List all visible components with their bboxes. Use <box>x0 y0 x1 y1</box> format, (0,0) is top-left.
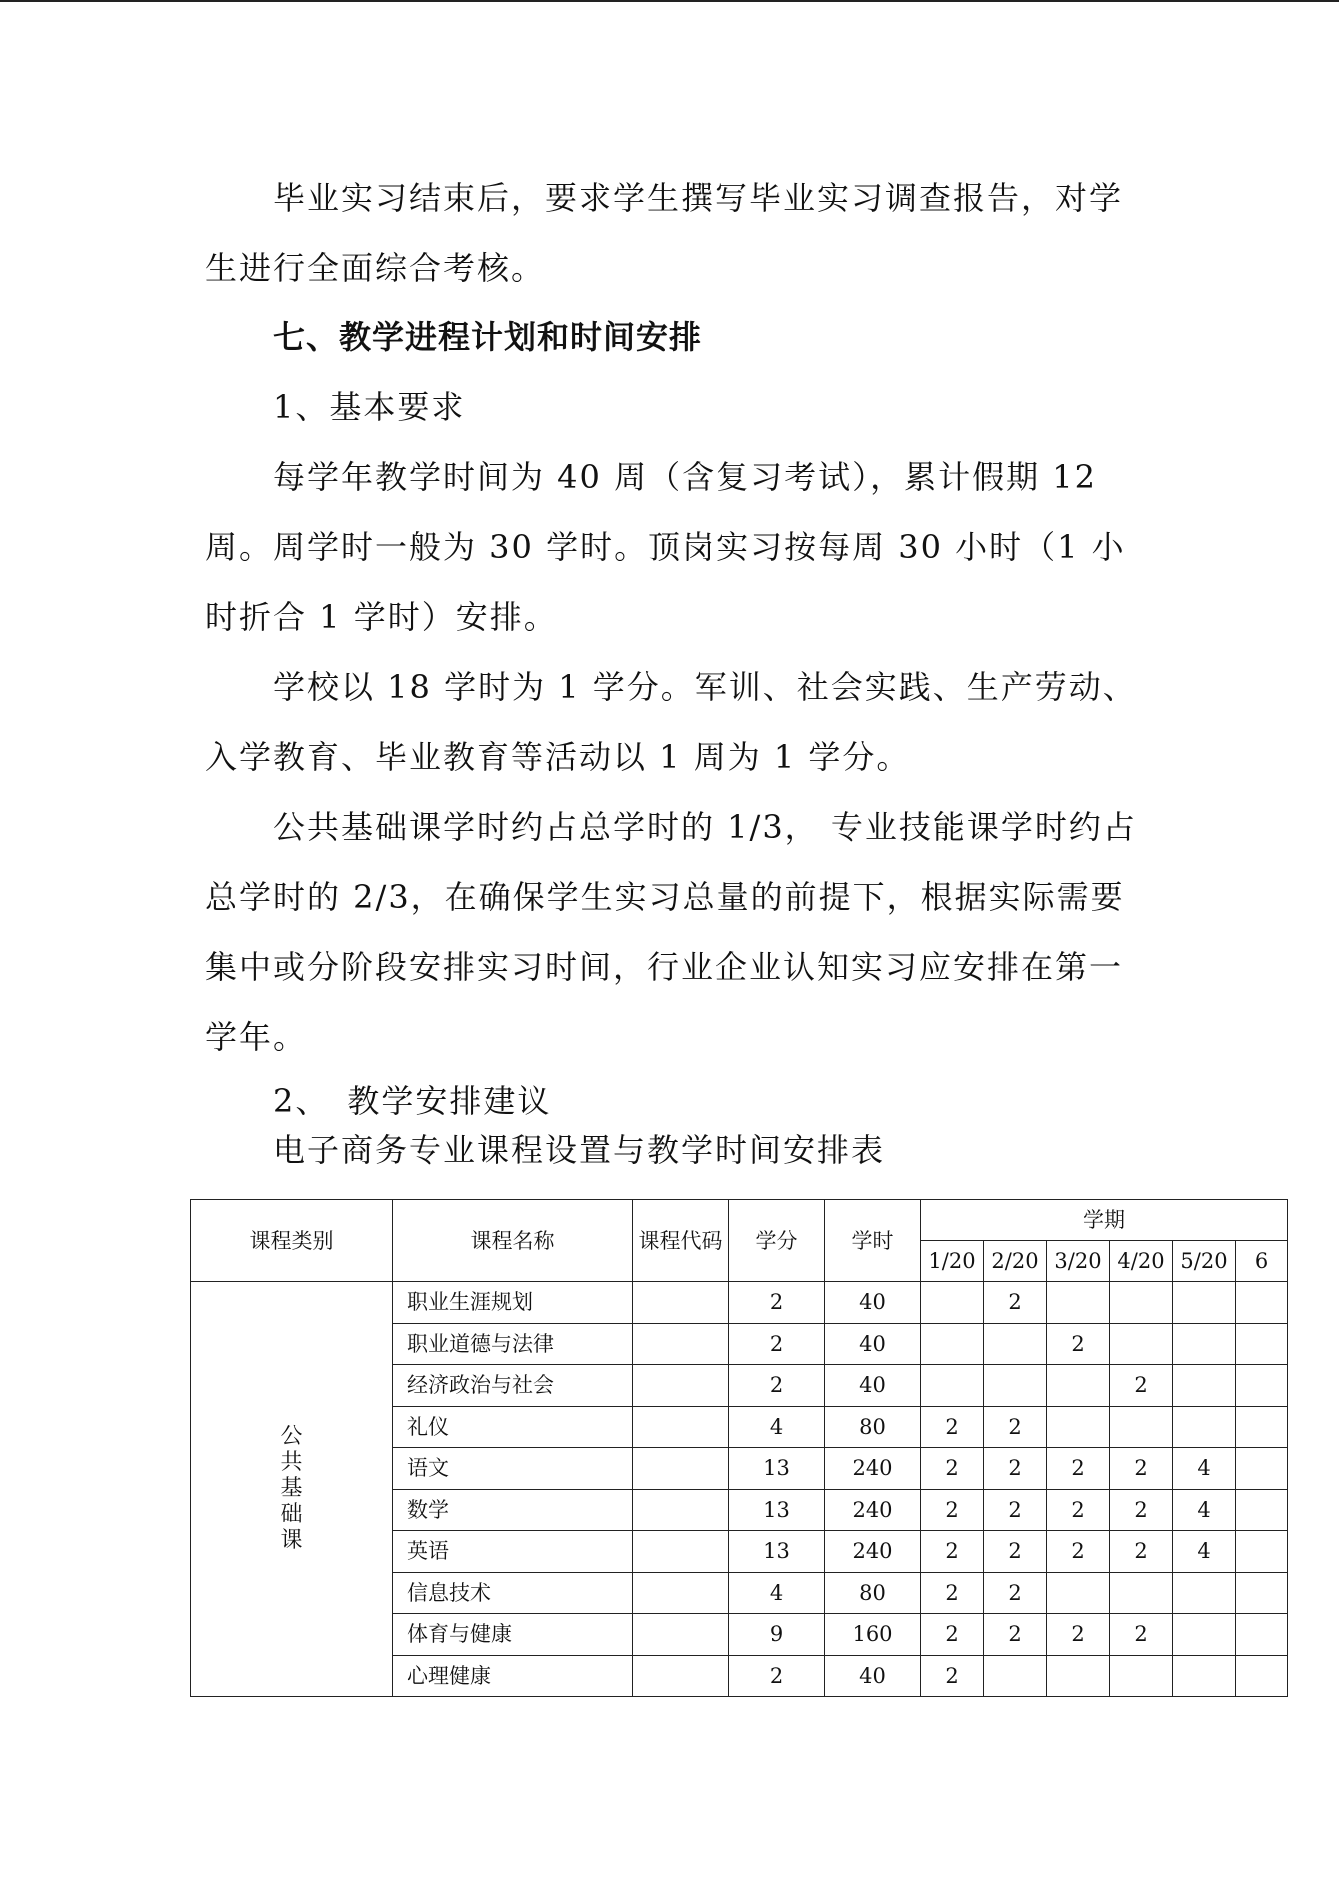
credit-cell: 9 <box>729 1614 825 1656</box>
paragraph-teaching-time: 每学年教学时间为 40 周（含复习考试），累计假期 12 周。周学时一般为 30 学时。顶岗实习按每周 30 小时（1 小时折合 1 学时）安排。 <box>205 458 1126 636</box>
semester-cell <box>1047 1572 1110 1614</box>
semester-cell <box>1173 1406 1236 1448</box>
semester-cell: 2 <box>1110 1614 1173 1656</box>
semester-cell: 2 <box>1110 1489 1173 1531</box>
hours-cell: 40 <box>825 1282 921 1324</box>
semester-cell <box>1047 1406 1110 1448</box>
semester-cell: 2 <box>1110 1365 1173 1407</box>
hours-cell: 40 <box>825 1323 921 1365</box>
semester-cell: 2 <box>1047 1448 1110 1490</box>
hours-cell: 40 <box>825 1655 921 1697</box>
semester-cell <box>1047 1655 1110 1697</box>
semester-cell <box>1236 1489 1288 1531</box>
credit-cell: 13 <box>729 1531 825 1573</box>
semester-cell: 2 <box>1047 1489 1110 1531</box>
semester-cell <box>984 1323 1047 1365</box>
header-semester-1: 1/20 <box>921 1241 984 1282</box>
header-course-code: 课程代码 <box>633 1200 729 1282</box>
hours-cell: 240 <box>825 1448 921 1490</box>
semester-cell <box>1110 1282 1173 1324</box>
header-semester-5: 5/20 <box>1173 1241 1236 1282</box>
course-name-cell: 英语 <box>393 1531 633 1573</box>
header-credit: 学分 <box>729 1200 825 1282</box>
semester-cell <box>1236 1406 1288 1448</box>
header-semester-3: 3/20 <box>1047 1241 1110 1282</box>
header-course-name: 课程名称 <box>393 1200 633 1282</box>
course-code-cell <box>633 1489 729 1531</box>
paragraph-internship-report: 毕业实习结束后，要求学生撰写毕业实习调查报告，对学生进行全面综合考核。 <box>205 179 1124 287</box>
semester-cell: 4 <box>1173 1489 1236 1531</box>
header-hours: 学时 <box>825 1200 921 1282</box>
semester-cell <box>1173 1614 1236 1656</box>
course-name-cell: 体育与健康 <box>393 1614 633 1656</box>
semester-cell: 2 <box>1047 1614 1110 1656</box>
course-name-cell: 职业道德与法律 <box>393 1323 633 1365</box>
course-code-cell <box>633 1531 729 1573</box>
semester-cell: 2 <box>921 1448 984 1490</box>
semester-cell: 4 <box>1173 1531 1236 1573</box>
semester-cell: 2 <box>921 1655 984 1697</box>
course-code-cell <box>633 1365 729 1407</box>
section-heading-7: 七、教学进程计划和时间安排 <box>273 318 703 356</box>
semester-cell <box>1173 1365 1236 1407</box>
header-semester-2: 2/20 <box>984 1241 1047 1282</box>
semester-cell <box>1236 1365 1288 1407</box>
semester-cell <box>1047 1365 1110 1407</box>
semester-cell <box>984 1655 1047 1697</box>
header-category: 课程类别 <box>191 1200 393 1282</box>
semester-cell: 2 <box>1110 1531 1173 1573</box>
course-code-cell <box>633 1406 729 1448</box>
semester-cell <box>921 1365 984 1407</box>
semester-cell <box>1236 1614 1288 1656</box>
subsection-heading-2: 2、 教学安排建议 <box>273 1082 552 1120</box>
semester-cell <box>1236 1572 1288 1614</box>
semester-cell: 2 <box>984 1489 1047 1531</box>
credit-cell: 13 <box>729 1489 825 1531</box>
header-semester-4: 4/20 <box>1110 1241 1173 1282</box>
page-top-border <box>0 0 1339 2</box>
semester-cell: 2 <box>921 1531 984 1573</box>
hours-cell: 240 <box>825 1531 921 1573</box>
course-name-cell: 信息技术 <box>393 1572 633 1614</box>
semester-cell <box>1236 1323 1288 1365</box>
semester-cell: 4 <box>1173 1448 1236 1490</box>
semester-cell: 2 <box>984 1614 1047 1656</box>
semester-cell: 2 <box>921 1406 984 1448</box>
paragraph-course-ratio: 公共基础课学时约占总学时的 1/3， 专业技能课学时约占总学时的 2/3，在确保学生实习总量的前提下，根据实际需要集中或分阶段安排实习时间，行业企业认知实习应安排在第一学年。 <box>205 808 1137 1056</box>
semester-cell: 2 <box>1047 1323 1110 1365</box>
semester-cell: 2 <box>984 1448 1047 1490</box>
credit-cell: 2 <box>729 1282 825 1324</box>
course-schedule-table <box>190 1199 1288 1697</box>
course-name-cell: 职业生涯规划 <box>393 1282 633 1324</box>
hours-cell: 160 <box>825 1614 921 1656</box>
header-semester: 学期 <box>921 1200 1288 1241</box>
table-row <box>191 1282 1288 1324</box>
course-name-cell: 数学 <box>393 1489 633 1531</box>
semester-cell <box>1236 1282 1288 1324</box>
semester-cell: 2 <box>1047 1531 1110 1573</box>
hours-cell: 80 <box>825 1572 921 1614</box>
semester-cell <box>921 1323 984 1365</box>
credit-cell: 4 <box>729 1572 825 1614</box>
semester-cell <box>984 1365 1047 1407</box>
semester-cell <box>1236 1655 1288 1697</box>
semester-cell <box>1236 1448 1288 1490</box>
course-code-cell <box>633 1448 729 1490</box>
semester-cell: 2 <box>984 1282 1047 1324</box>
course-code-cell <box>633 1655 729 1697</box>
semester-cell: 2 <box>984 1572 1047 1614</box>
semester-cell: 2 <box>1110 1448 1173 1490</box>
category-cell <box>191 1282 393 1697</box>
header-semester-6: 6 <box>1236 1241 1288 1282</box>
semester-cell: 2 <box>984 1406 1047 1448</box>
course-code-cell <box>633 1282 729 1324</box>
course-name-cell: 经济政治与社会 <box>393 1365 633 1407</box>
course-name-cell: 心理健康 <box>393 1655 633 1697</box>
semester-cell <box>1236 1531 1288 1573</box>
semester-cell <box>1110 1323 1173 1365</box>
semester-cell: 2 <box>921 1489 984 1531</box>
course-code-cell <box>633 1572 729 1614</box>
paragraph-credits: 学校以 18 学时为 1 学分。军训、社会实践、生产劳动、入学教育、毕业教育等活动以 1 周为 1 学分。 <box>205 668 1137 776</box>
course-code-cell <box>633 1323 729 1365</box>
semester-cell <box>1173 1282 1236 1324</box>
semester-cell <box>1110 1655 1173 1697</box>
course-code-cell <box>633 1614 729 1656</box>
hours-cell: 240 <box>825 1489 921 1531</box>
hours-cell: 40 <box>825 1365 921 1407</box>
credit-cell: 2 <box>729 1365 825 1407</box>
credit-cell: 4 <box>729 1406 825 1448</box>
semester-cell <box>1110 1406 1173 1448</box>
credit-cell: 2 <box>729 1323 825 1365</box>
table-title: 电子商务专业课程设置与教学时间安排表 <box>273 1131 886 1169</box>
subsection-heading-1: 1、基本要求 <box>273 388 466 426</box>
category-label: 公共基础课 <box>280 1424 303 1553</box>
hours-cell: 80 <box>825 1406 921 1448</box>
semester-cell <box>1110 1572 1173 1614</box>
course-name-cell: 语文 <box>393 1448 633 1490</box>
semester-cell <box>1173 1655 1236 1697</box>
semester-cell <box>1173 1323 1236 1365</box>
semester-cell: 2 <box>921 1572 984 1614</box>
credit-cell: 2 <box>729 1655 825 1697</box>
credit-cell: 13 <box>729 1448 825 1490</box>
semester-cell <box>1173 1572 1236 1614</box>
semester-cell <box>921 1282 984 1324</box>
semester-cell: 2 <box>984 1531 1047 1573</box>
semester-cell: 2 <box>921 1614 984 1656</box>
semester-cell <box>1047 1282 1110 1324</box>
course-name-cell: 礼仪 <box>393 1406 633 1448</box>
